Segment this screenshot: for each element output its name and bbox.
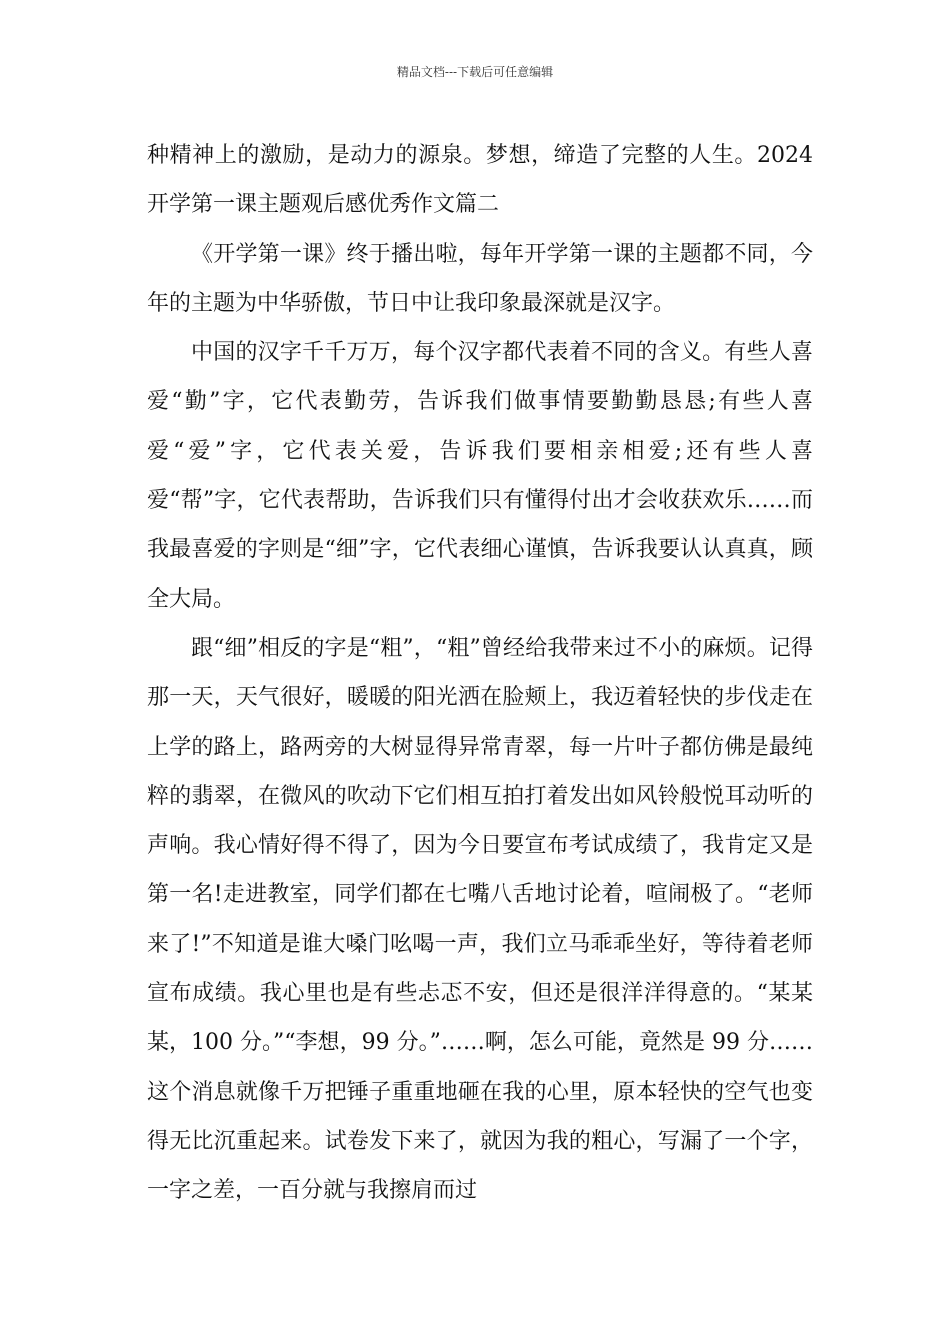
paragraph-intro: 《开学第一课》终于播出啦，每年开学第一课的主题都不同，今年的主题为中华骄傲，节日中让我印象最深就是汉字。	[147, 241, 813, 316]
document-body	[147, 131, 813, 1216]
page-header: 精品文档---下载后可任意编辑	[396, 65, 554, 79]
paragraph-continuation: 种精神上的激励，是动力的源泉。梦想，缔造了完整的人生。2024 开学第一课主题观后感优秀作文篇二	[147, 143, 813, 218]
paragraph-story: 跟“细”相反的字是“粗”，“粗”曾经给我带来过不小的麻烦。记得那一天，天气很好，暖暖的阳光洒在脸颊上，我迈着轻快的步伐走在上学的路上，路两旁的大树显得异常青翠，每一片叶子都仿佛是最纯粹的翡翠，在微风的吹动下它们相互拍打着发出如风铃般悦耳动听的声响。我心情好得不得了，因为今日要宣布考试成绩了，我肯定又是第一名!走进教室，同学们都在七嘴八舌地讨论着，喧闹极了。“老师来了!”不知道是谁大嗓门吆喝一声，我们立马乖乖坐好，等待着老师宣布成绩。我心里也是有些忐忑不安，但还是很洋洋得意的。“某某某，100 分。”“李想，99 分。”……啊，怎么可能，竟然是 99 分……这个消息就像千万把锤子重重地砸在我的心里，原本轻快的空气也变得无比沉重起来。试卷发下来了，就因为我的粗心，写漏了一个字，一字之差，一百分就与我擦肩而过	[147, 635, 813, 1204]
paragraph-characters: 中国的汉字千千万万，每个汉字都代表着不同的含义。有些人喜爱“勤”字，它代表勤劳，告诉我们做事情要勤勤恳恳;有些人喜爱“爱”字，它代表关爱，告诉我们要相亲相爱;还有些人喜爱“帮”字，它代表帮助，告诉我们只有懂得付出才会收获欢乐……而我最喜爱的字则是“细”字，它代表细心谨慎，告诉我要认认真真，顾全大局。	[147, 340, 813, 612]
